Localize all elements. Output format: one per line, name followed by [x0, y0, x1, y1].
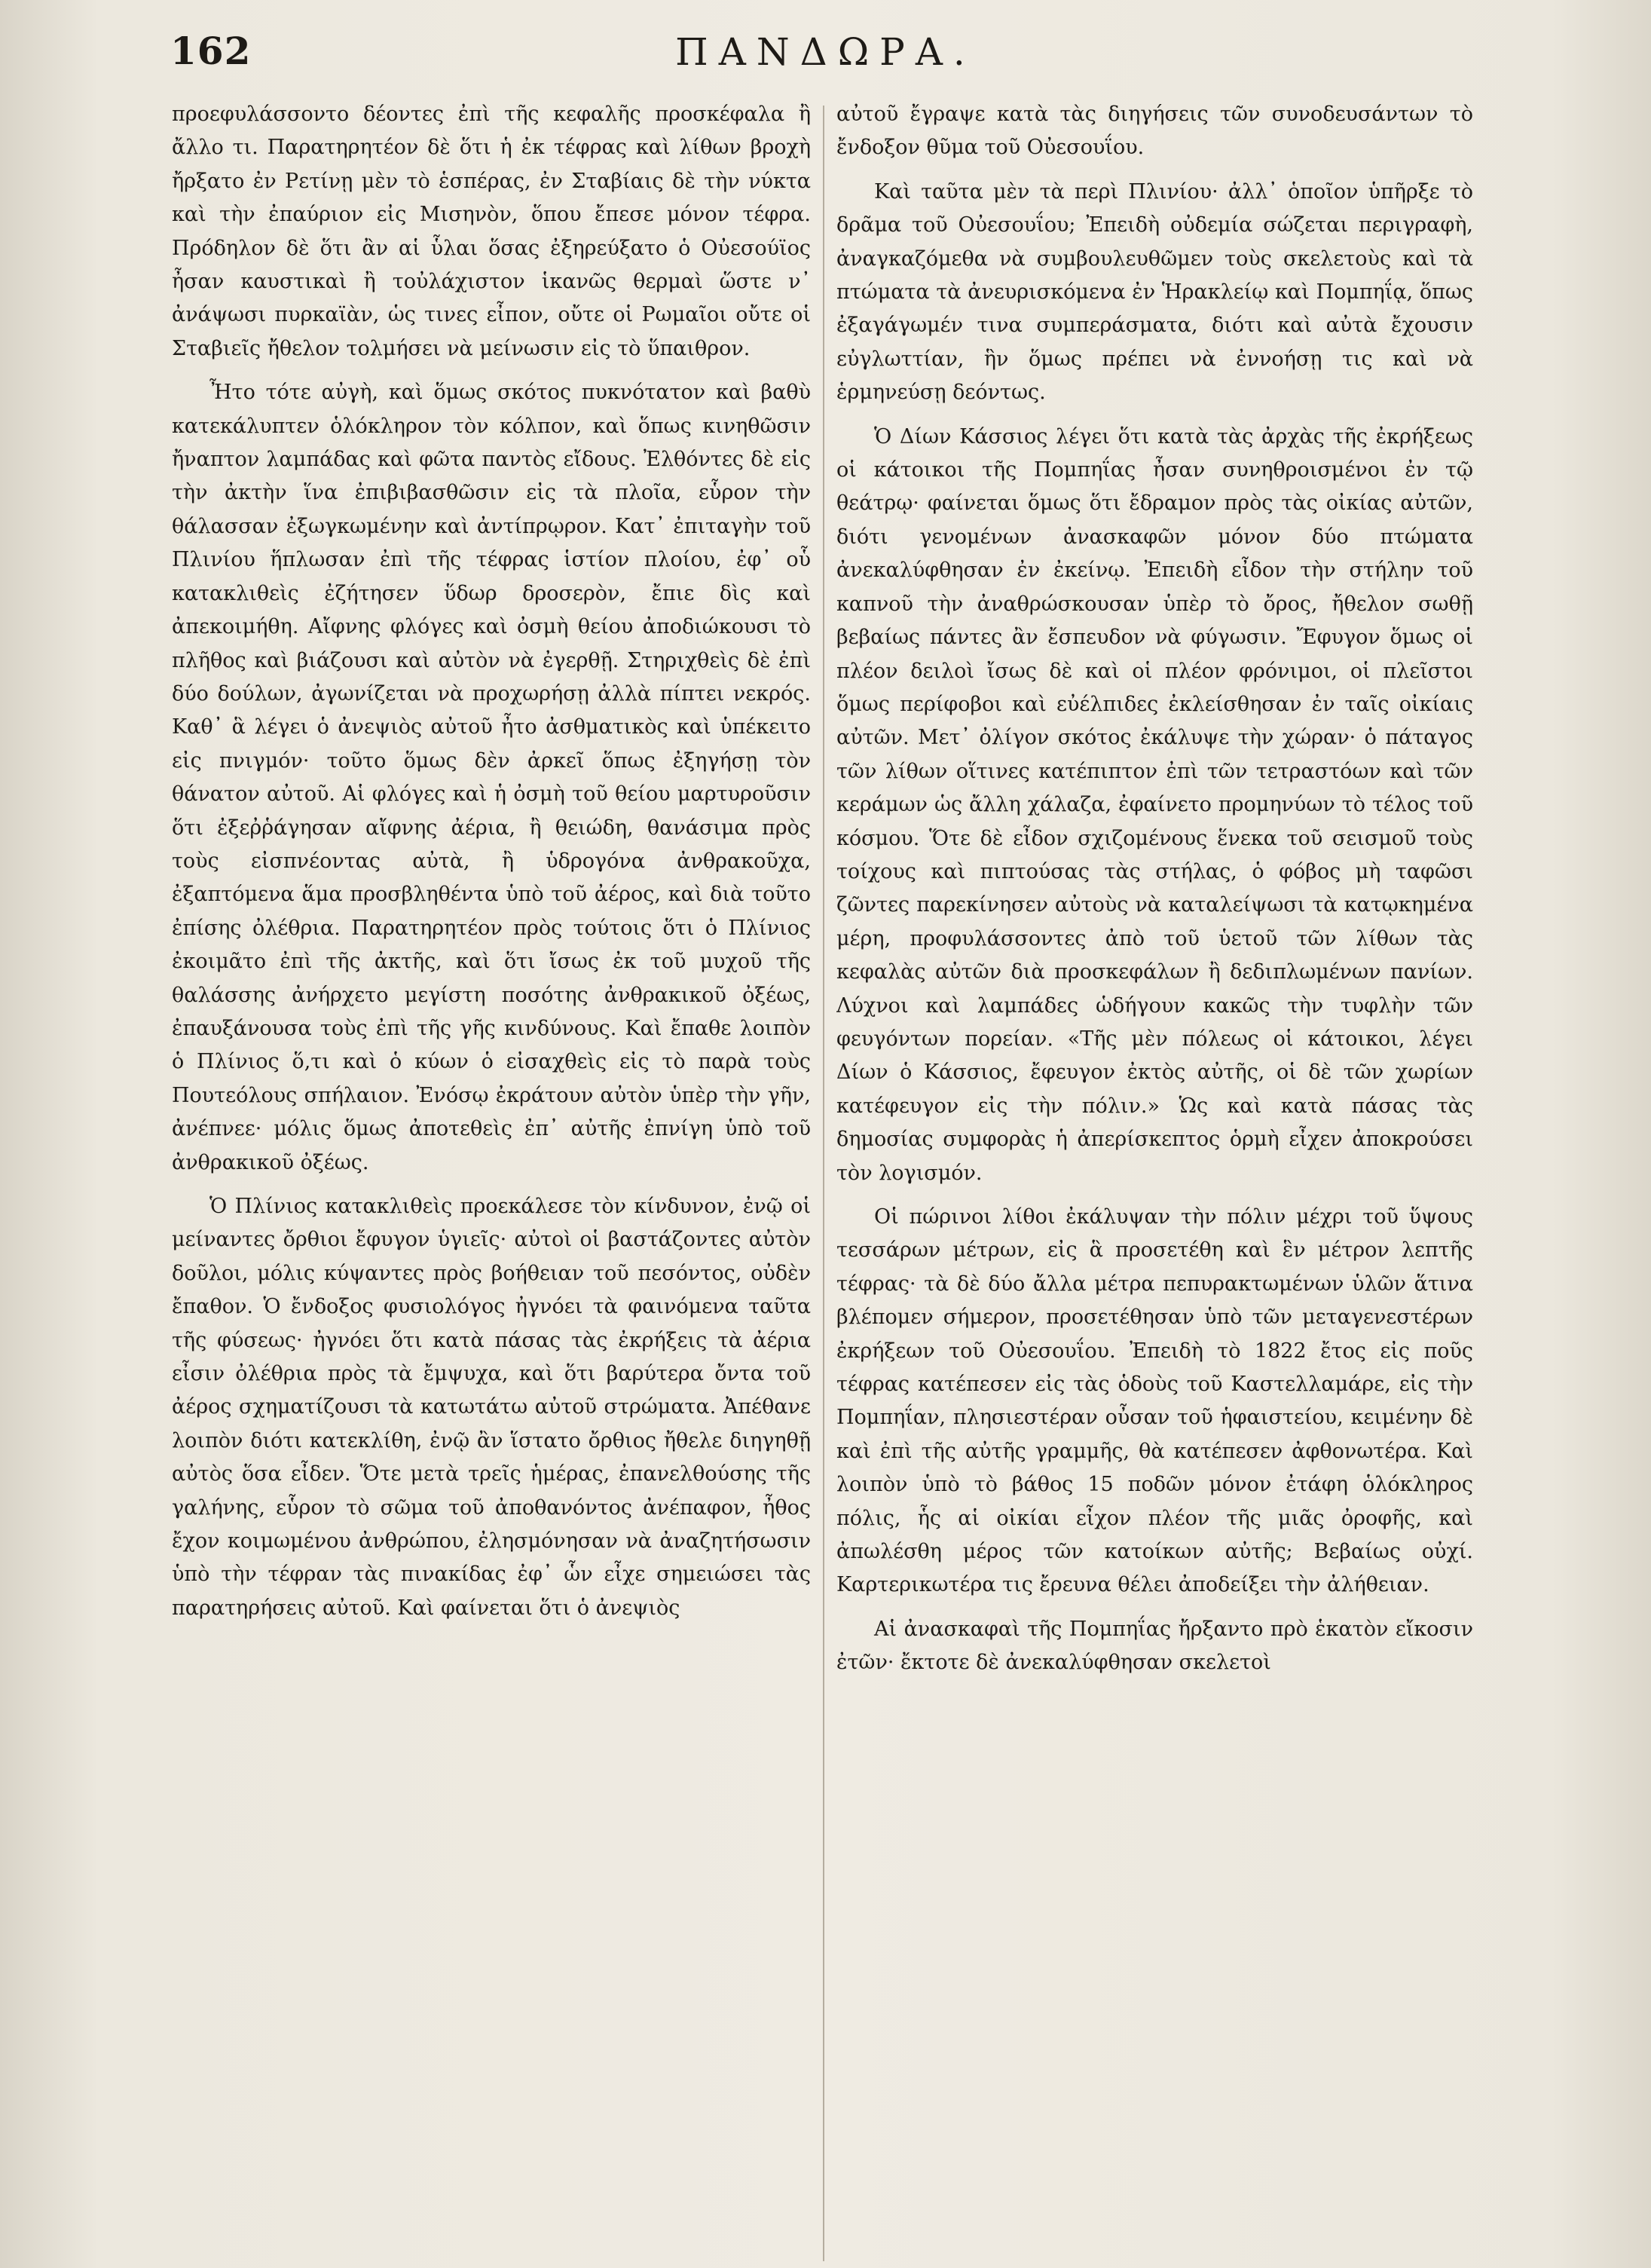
- paragraph: προεφυλάσσοντο δέοντες ἐπὶ τῆς κεφαλῆς προσκέφαλα ἢ ἄλλο τι. Παρατηρητέον δὲ ὅτι ἡ ἐκ τέφρας καὶ λίθων βροχὴ ἤρξατο ἐν Ρετίνῃ μὲν τὸ ἑσπέρας, ἐν Σταβίαις δὲ τὴν νύκτα καὶ τὴν ἐπαύριον εἰς Μισηνὸν, ὅπου ἔπεσε μόνον τέφρα. Πρόδηλον δὲ ὅτι ἂν αἱ ὗλαι ὅσας ἐξηρεύξατο ὁ Οὐεσούϊος ἦσαν καυστικαὶ ἢ τοὐλάχιστον ἱκανῶς θερμαὶ ὥστε ν᾽ ἀνάψωσι πυρκαϊὰν, ὡς τινες εἶπον, οὔτε οἱ Ρωμαῖοι οὔτε οἱ Σταβιεῖς ἤθελον τολμήσει νὰ μείνωσιν εἰς τὸ ὕπαιθρον.: [172, 103, 811, 360]
- paragraph: Ἦτο τότε αὐγὴ, καὶ ὅμως σκότος πυκνότατον καὶ βαθὺ κατεκάλυπτεν ὁλόκληρον τὸν κόλπον, καὶ ὅπως κινηθῶσιν ἤναπτον λαμπάδας καὶ φῶτα παντὸς εἴδους. Ἐλθόντες δὲ εἰς τὴν ἀκτὴν ἵνα ἐπιβιβασθῶσιν εἰς τὰ πλοῖα, εὗρον τὴν θάλασσαν ἐξωγκωμένην καὶ ἀντίπρῳρον. Κατ᾽ ἐπιταγὴν τοῦ Πλινίου ἥπλωσαν ἐπὶ τῆς τέφρας ἱστίον πλοίου, ἐφ᾽ οὗ κατακλιθεὶς ἐζήτησεν ὕδωρ δροσερὸν, ἔπιε δὶς καὶ ἀπεκοιμήθη. Αἴφνης φλόγες καὶ ὀσμὴ θείου ἀποδιώκουσι τὸ πλῆθος καὶ βιάζουσι καὶ αὐτὸν νὰ ἐγερθῇ. Στηριχθεὶς δὲ ἐπὶ δύο δούλων, ἀγωνίζεται νὰ προχωρήσῃ ἀλλὰ πίπτει νεκρός. Καθ᾽ ἃ λέγει ὁ ἀνεψιὸς αὐτοῦ ἦτο ἀσθματικὸς καὶ ὑπέκειτο εἰς πνιγμόν· τοῦτο ὅμως δὲν ἀρκεῖ ὅπως ἐξηγήσῃ τὸν θάνατον αὐτοῦ. Αἱ φλόγες καὶ ἡ ὀσμὴ τοῦ θείου μαρτυροῦσιν ὅτι ἐξεῤῥάγησαν αἴφνης ἀέρια, ἢ θειώδη, θανάσιμα πρὸς τοὺς εἰσπνέοντας αὐτὰ, ἢ ὑδρογόνα ἀνθρακοῦχα, ἐξαπτόμενα ἅμα προσβληθέντα ὑπὸ τοῦ ἀέρος, καὶ διὰ τοῦτο ἐπίσης ὀλέθρια. Παρατηρητέον πρὸς τούτοις ὅτι ὁ Πλίνιος ἐκοιμᾶτο ἐπὶ τῆς ἀκτῆς, καὶ ὅτι ἴσως ἐκ τοῦ μυχοῦ τῆς θαλάσσης ἀνήρχετο μεγίστη ποσότης ἀνθρακικοῦ ὀξέως, ἐπαυξάνουσα τοὺς ἐπὶ τῆς γῆς κινδύνους. Καὶ ἔπαθε λοιπὸν ὁ Πλίνιος ὅ,τι καὶ ὁ κύων ὁ εἰσαχθεὶς εἰς τὸ παρὰ τοὺς Πουτεόλους σπήλαιον. Ἐνόσῳ ἐκράτουν αὐτὸν ὑπὲρ τὴν γῆν, ἀνέπνεε· μόλις ὅμως ἀποτεθεὶς ἐπ᾽ αὐτῆς ἐπνίγη ὑπὸ τοῦ ἀνθρακικοῦ ὀξέως.: [172, 381, 811, 1174]
- paragraph: Αἱ ἀνασκαφαὶ τῆς Πομπηΐας ἤρξαντο πρὸ ἑκατὸν εἴκοσιν ἐτῶν· ἔκτοτε δὲ ἀνεκαλύφθησαν σκελετοὶ: [836, 1617, 1473, 1675]
- paragraph: Ὁ Πλίνιος κατακλιθεὶς προεκάλεσε τὸν κίνδυνον, ἐνῷ οἱ μείναντες ὄρθιοι ἔφυγον ὑγιεῖς· αὐτοὶ οἱ βαστάζοντες αὐτὸν δοῦλοι, μόλις κύψαντες πρὸς βοήθειαν τοῦ πεσόντος, οὐδὲν ἔπαθον. Ὁ ἔνδοξος φυσιολόγος ἠγνόει τὰ φαινόμενα ταῦτα τῆς φύσεως· ἠγνόει ὅτι κατὰ πάσας τὰς ἐκρήξεις τὰ ἀέρια εἶσιν ὀλέθρια πρὸς τὰ ἔμψυχα, καὶ ὅτι βαρύτερα ὄντα τοῦ ἀέρος σχηματίζουσι τὰ κατωτάτω αὐτοῦ στρώματα. Ἀπέθανε λοιπὸν διότι κατεκλίθη, ἐνῷ ἂν ἵστατο ὄρθιος ἤθελε διηγηθῇ αὐτὸς ὅσα εἶδεν. Ὅτε μετὰ τρεῖς ἡμέρας, ἐπανελθούσης τῆς γαλήνης, εὗρον τὸ σῶμα τοῦ ἀποθανόντος ἀνέπαφον, ἦθος ἔχον κοιμωμένου ἀνθρώπου, ἐλησμόνησαν νὰ ἀναζητήσωσιν ὑπὸ τὴν τέφραν τὰς πινακίδας ἐφ᾽ ὧν εἶχε σημειώσει τὰς παρατηρήσεις αὐτοῦ. Καὶ φαίνεται ὅτι ὁ ἀνεψιὸς: [172, 1195, 811, 1620]
- page-header: [0, 23, 1651, 90]
- page-number: 162: [170, 29, 252, 73]
- paragraph: Καὶ ταῦτα μὲν τὰ περὶ Πλινίου· ἀλλ᾽ ὁποῖον ὑπῆρξε τὸ δρᾶμα τοῦ Οὐεσουΐου; Ἐπειδὴ οὐδεμία σώζεται περιγραφὴ, ἀναγκαζόμεθα νὰ συμβουλευθῶμεν τοὺς σκελετοὺς καὶ τὰ πτώματα τὰ ἀνευρισκόμενα ἐν Ἡρακλείῳ καὶ Πομπηΐᾳ, ὅπως ἐξαγάγωμέν τινα συμπεράσματα, διότι καὶ αὐτὰ ἔχουσιν εὐγλωττίαν, ἣν ὅμως πρέπει νὰ ἐννοήσῃ τις καὶ νὰ ἑρμηνεύσῃ δεόντως.: [836, 179, 1473, 405]
- column-divider: [823, 106, 824, 2261]
- paragraph: Οἱ πώρινοι λίθοι ἐκάλυψαν τὴν πόλιν μέχρι τοῦ ὕψους τεσσάρων μέτρων, εἰς ἃ προσετέθη καὶ ἓν μέτρον λεπτῆς τέφρας· τὰ δὲ δύο ἄλλα μέτρα πεπυρακτωμένων ὑλῶν ἅτινα βλέπομεν σήμερον, προσετέθησαν ὑπὸ τῶν μεταγενεστέρων ἐκρήξεων τοῦ Οὐεσουΐου. Ἐπειδὴ τὸ 1822 ἔτος εἰς ποῦς τέφρας κατέπεσεν εἰς τὰς ὁδοὺς τοῦ Καστελλαμάρε, εἰς τὴν Πομπηΐαν, πλησιεστέραν οὖσαν τοῦ ἡφαιστείου, κειμένην δὲ καὶ ἐπὶ τῆς αὐτῆς γραμμῆς, θὰ κατέπεσεν ἀφθονωτέρα. Καὶ λοιπὸν ὑπὸ τὸ βάθος 15 ποδῶν μόνον ἐτάφη ὁλόκληρος πόλις, ἧς αἱ οἰκίαι εἶχον πλέον τῆς μιᾶς ὀροφῆς, καὶ ἀπωλέσθη μέρος τῶν κατοίκων αὐτῆς; Βεβαίως οὐχί. Καρτερικωτέρα τις ἔρευνα θέλει ἀποδείξει τὴν ἀλήθειαν.: [836, 1205, 1473, 1597]
- paragraph: Ὁ Δίων Κάσσιος λέγει ὅτι κατὰ τὰς ἀρχὰς τῆς ἐκρήξεως οἱ κάτοικοι τῆς Πομπηΐας ἦσαν συνηθροισμένοι ἐν τῷ θεάτρῳ· φαίνεται ὅμως ὅτι ἔδραμον πρὸς τὰς οἰκίας αὐτῶν, διότι γενομένων ἀνασκαφῶν μόνον δύο πτώματα ἀνεκαλύφθησαν ἐν ἐκείνῳ. Ἐπειδὴ εἶδον τὴν στήλην τοῦ καπνοῦ τὴν ἀναθρώσκουσαν ὑπὲρ τὸ ὄρος, ἤθελον σωθῇ βεβαίως πάντες ἂν ἔσπευδον νὰ φύγωσιν. Ἔφυγον ὅμως οἱ πλέον δειλοὶ ἴσως δὲ καὶ οἱ πλέον φρόνιμοι, οἱ πλεῖστοι ὅμως περίφοβοι καὶ εὐέλπιδες ἐκλείσθησαν ἐν ταῖς οἰκίαις αὐτῶν. Μετ᾽ ὀλίγον σκότος ἐκάλυψε τὴν χώραν· ὁ πάταγος τῶν λίθων οἵτινες κατέπιπτον ἐπὶ τῶν τετραστόων καὶ τῶν κεράμων ὡς ἄλλη χάλαζα, ἐφαίνετο προμηνύων τὸ τέλος τοῦ κόσμου. Ὅτε δὲ εἶδον σχιζομένους ἕνεκα τοῦ σεισμοῦ τοὺς τοίχους καὶ πιπτούσας τὰς στήλας, ὁ φόβος μὴ ταφῶσι ζῶντες παρεκίνησεν αὐτοὺς νὰ καταλείψωσι τὰ κατῳκημένα μέρη, προφυλάσσοντες ἀπὸ τοῦ ὑετοῦ τῶν λίθων τὰς κεφαλὰς αὐτῶν διὰ προσκεφάλων ἢ δεδιπλωμένων πανίων. Λύχνοι καὶ λαμπάδες ὡδήγουν κακῶς τὴν τυφλὴν τῶν φευγόντων πορείαν. «Τῆς μὲν πόλεως οἱ κάτοικοι, λέγει Δίων ὁ Κάσσιος, ἔφευγον ἐκτὸς αὐτῆς, οἱ δὲ τῶν χωρίων κατέφευγον εἰς τὴν πόλιν.» Ὡς καὶ κατὰ πάσας τὰς δημοσίας συμφορὰς ἡ ἀπερίσκεπτος ὁρμὴ εἶχεν ἀποκρούσει τὸν λογισμόν.: [836, 424, 1473, 1185]
- right-column: [836, 98, 1473, 2254]
- left-column: [172, 98, 811, 2254]
- paragraph: αὐτοῦ ἔγραψε κατὰ τὰς διηγήσεις τῶν συνοδευσάντων τὸ ἔνδοξον θῦμα τοῦ Οὐεσουΐου.: [836, 103, 1473, 160]
- running-title: ΠΑΝΔΩΡΑ.: [675, 30, 976, 74]
